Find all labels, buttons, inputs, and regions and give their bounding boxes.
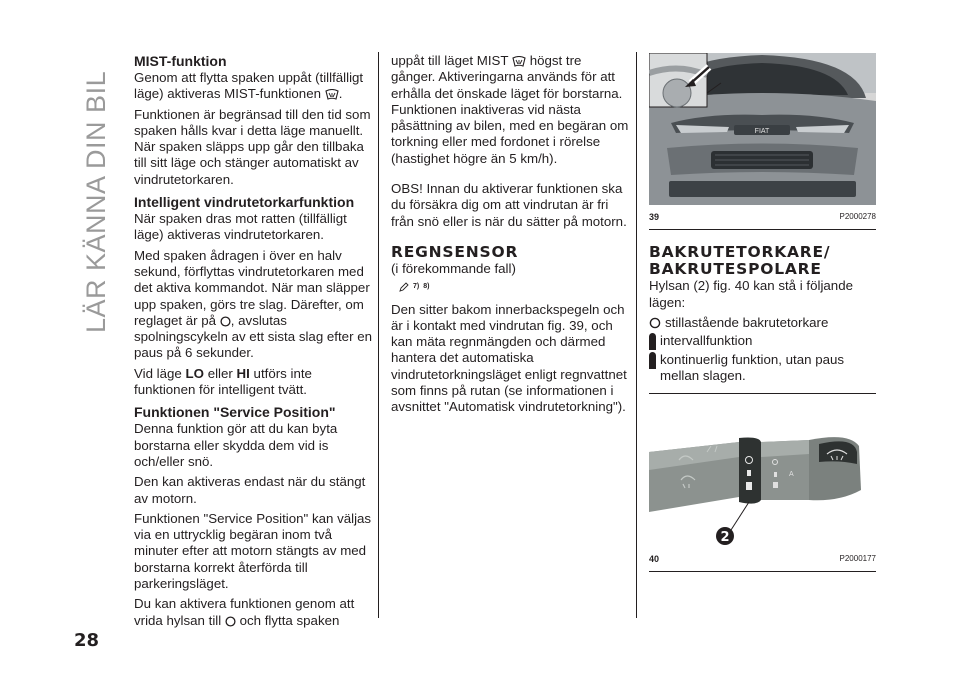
- text: , avslutas spolningscykeln av ett sista slag efter en paus på 6 sekunder.: [134, 312, 372, 361]
- side-title-text: LÄR KÄNNA DIN BIL: [81, 70, 111, 333]
- paragraph-service-1: Denna funktion gör att du kan byta borstarna eller skydda dem vid is och/eller snö.: [134, 421, 338, 469]
- lo-label: LO: [185, 365, 204, 381]
- figure-code: P2000177: [839, 553, 876, 563]
- paragraph-bakrutetorkare: Hylsan (2) fig. 40 kan stå i följande lägen:: [649, 278, 853, 310]
- column-2: [391, 53, 629, 420]
- figure-code: P2000278: [839, 212, 876, 221]
- text: eller: [207, 365, 233, 381]
- text: Genom att flytta spaken uppåt (tillfälligt läge) aktiveras MIST-funktionen: [134, 70, 364, 102]
- figure-40-lever: [649, 402, 876, 547]
- heading-service-position: Funktionen "Service Position": [134, 404, 336, 421]
- page-number: 28: [74, 630, 100, 651]
- text: .: [338, 86, 343, 102]
- wiper-lever-illustration: [649, 402, 876, 547]
- note-references: [399, 279, 629, 295]
- text: och flytta spaken: [239, 612, 340, 628]
- paragraph-service-3: Funktionen "Service Position" kan väljas via en uttrycklig begäran inom två minuter efter att motorn stängts av med borstarna korrekt återförda till parkeringsläget.: [134, 510, 372, 592]
- section-side-title: [73, 51, 113, 341]
- circle-off-icon: [220, 316, 231, 327]
- heading-mist: MIST-funktion: [134, 53, 227, 69]
- paragraph-regnsensor: Den sitter bakom innerbackspegeln och är i kontakt med vindrutan fig. 39, och kan mäta regnmängden och därmed hantera det automatiska vindrutetorkningsläget enligt regnvattnet som finns på rutan (se informationen i avsnittet "Automatisk vindrutetorkning").: [391, 301, 627, 415]
- heading-bakrutetorkare: [649, 244, 883, 278]
- column-divider: [378, 52, 379, 618]
- text: BAKRUTESPOLARE: [649, 260, 822, 279]
- text: Vid läge: [134, 365, 182, 381]
- figure-number: 39: [649, 212, 660, 222]
- regnsensor-subtitle: (i förekommande fall): [391, 260, 516, 276]
- figure-39-car-front: [649, 53, 876, 205]
- figure-number: 40: [649, 553, 660, 564]
- interval-block-icon: [649, 333, 656, 350]
- circle-off-icon: [649, 317, 661, 329]
- text: Du kan aktivera funktionen genom att vrida hylsan till: [134, 596, 355, 628]
- text: uppåt till läget MIST: [391, 53, 509, 68]
- windshield-mist-icon: [512, 56, 526, 67]
- heading-intelligent: Intelligent vindrutetorkarfunktion: [134, 194, 355, 211]
- paragraph-obs: OBS! Innan du aktiverar funktionen ska du försäkra dig om att vindrutan är fri från snö eller is när du sätter på motorn.: [391, 181, 627, 229]
- text: utförs inte funktionen för intelligent tvätt.: [134, 365, 312, 398]
- section-divider: [649, 393, 876, 394]
- paragraph-service-2: Den kan aktiveras endast när du stängt av motorn.: [134, 474, 366, 506]
- paragraph-service-4: [134, 596, 372, 629]
- hi-label: HI: [236, 365, 250, 381]
- paragraph-intelligent-1: När spaken dras mot ratten (tillfälligt läge) aktiveras vindrutetorkaren.: [134, 211, 347, 243]
- column-1: [134, 53, 372, 633]
- note-ref: 7): [413, 283, 420, 291]
- figure-40-caption: [649, 551, 876, 572]
- text: intervallfunktion: [660, 333, 753, 349]
- heading-regnsensor: REGNSENSOR: [391, 242, 519, 261]
- pencil-note-icon: [399, 282, 409, 292]
- paragraph-mist-1: [134, 70, 372, 103]
- option-continuous: [649, 352, 883, 385]
- option-off: [649, 315, 883, 331]
- text: Med spaken ådragen i över en halv sekund, förflyttas vindrutetorkaren med det aktiva kommandot. När man släpper upp spaken, görs tre slag. Därefter, om reglaget är på: [134, 247, 370, 328]
- text: kontinuerlig funktion, utan paus mellan slagen.: [660, 352, 845, 384]
- column-3: [649, 53, 883, 572]
- text: stillastående bakrutetorkare: [665, 314, 829, 330]
- note-ref: 8): [423, 283, 430, 291]
- car-badge: FIAT: [754, 128, 770, 135]
- option-interval: [649, 333, 883, 350]
- car-front-illustration: [649, 53, 876, 205]
- paragraph-intelligent-3: [134, 366, 372, 399]
- figure-39-caption: [649, 209, 876, 230]
- paragraph-continued: [391, 53, 629, 167]
- paragraph-mist-2: Funktionen är begränsad till den tid som spaken hålls kvar i detta läge manuellt. När spaken släpps upp går den tillbaka till sitt läge och stänger automatiskt av vindrutetorkaren.: [134, 106, 371, 187]
- continuous-block-icon: [649, 352, 656, 369]
- lever-label: A: [789, 470, 794, 478]
- paragraph-intelligent-2: [134, 248, 372, 362]
- column-divider: [636, 52, 637, 618]
- callout-number: 2: [720, 529, 730, 545]
- windshield-mist-icon: [325, 89, 339, 100]
- text: högst tre gånger. Aktiveringarna används för att erhålla det önskade läget för borstarna. Funktionen inaktiveras vid nästa påsättning av bilen, med en begäran om torkning eller med fordonet i rörelse (hastighet högre än 5 km/h).: [391, 53, 629, 166]
- circle-off-icon: [225, 616, 236, 627]
- text: BAKRUTETORKARE/: [649, 243, 831, 262]
